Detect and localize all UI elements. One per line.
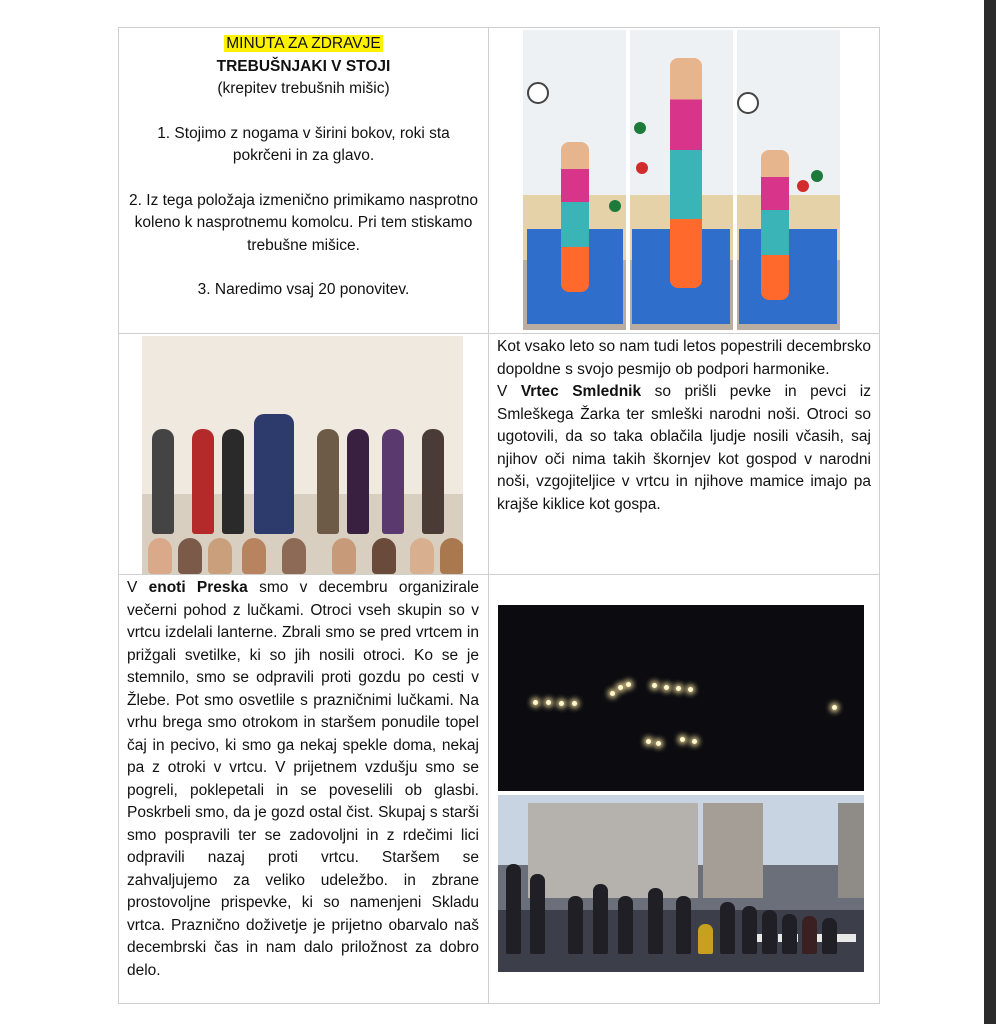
exercise-step-2: 2. Iz tega položaja izmenično primikamo nasprotno koleno k nasprotnemu komolcu. Pri tem stiskamo trebušne mišice. [129,191,478,254]
exercise-photo-3 [737,30,840,330]
unit-name: enoti Preska [148,579,248,596]
clock-icon [737,92,759,114]
choir-paragraph-2: V Vrtec Smlednik so prišli pevke in pevci iz Smleškega Žarka ter smleški narodni noši. Otroci so ugotovili, da so taka oblačila ljudje nosili včasih, saj njihov oči nima takih škornjev kot gospod v narodni noši, vzgojiteljice v vrtcu in njihove mamice imajo pa krajše kiklice kot gospa. [497,383,871,513]
window-edge [984,0,996,1024]
walk-paragraph: V enoti Preska smo v decembru organizirale večerni pohod z lučkami. Otroci vseh skupin so v vrtcu izdelali lanterne. Zbrali smo se pred vrtcem in prižgali svetilke, ki so jih nosili otroci. Ko se je stemnilo, smo se odpravili proti gozdu po cesti v Žlebe. Pot smo osvetlile s prazničnimi lučkami. Na vrhu brega smo otrokom in staršem ponudile topel čaj in pecivo, ki smo ga nekaj spekle doma, nekaj pa z otroki v vrtcu. V prijetnem vzdušju smo se pogreli, poklepetali in se poveselili ob glasbi. Poskrbeli smo, da je gozd ostal čist. Skupaj s starši smo pospravili ter se zadovoljni in z rdečimi lici odpravili nazaj proti vrtcu. Staršem se zahvaljujemo za veliko udeležbo. in zbrane prostovoljne prispevke, ki so namenjeni Skladu vrtca. Praznično doživetje je prijetno obarvalo naš decembrski čas in nam dalo priložnost za dobro delo. [127,579,480,979]
health-cell [119,28,489,334]
clock-icon [527,82,549,104]
choir-text-cell [489,334,880,575]
exercise-subtitle: (krepitev trebušnih mišic) [217,80,390,97]
walk-text-cell [119,575,489,1004]
exercise-step-1: 1. Stojimo z nogama v širini bokov, roki sta pokrčeni in za glavo. [157,124,450,164]
choir-paragraph-1: Kot vsako leto so nam tudi letos popestrili decembrsko dopoldne s svojo pesmijo ob podpori harmonike. [497,338,871,378]
street-walk-photo [498,795,864,972]
choir-photo [142,336,463,574]
exercise-photo-1 [523,30,626,330]
exercise-photo-2 [630,30,733,330]
section-badge: MINUTA ZA ZDRAVJE [226,35,381,52]
night-lanterns-photo [498,605,864,791]
exercise-title: TREBUŠNJAKI V STOJI [216,57,391,75]
exercise-step-3: 3. Naredimo vsaj 20 ponovitev. [197,281,410,298]
kindergarten-name: Vrtec Smlednik [520,383,642,400]
